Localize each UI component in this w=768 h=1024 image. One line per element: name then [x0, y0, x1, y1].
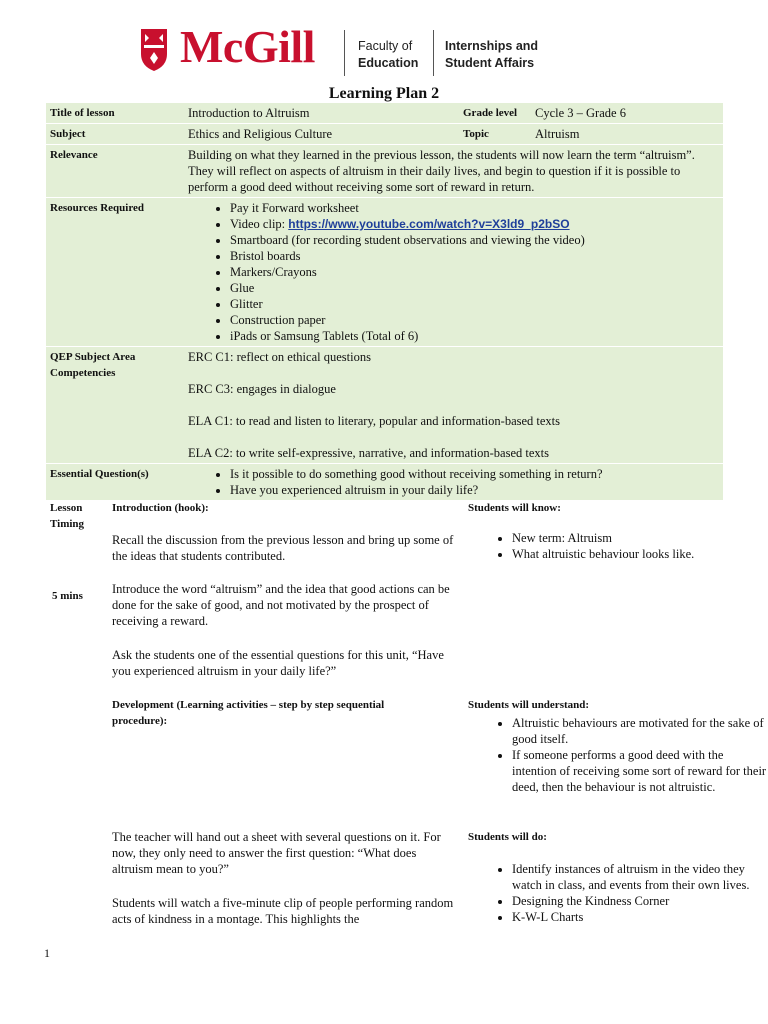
know-heading: Students will know: [468, 502, 561, 514]
label: Title of lesson [46, 103, 184, 124]
list-item: • Glue [230, 280, 719, 296]
intro-p1: Recall the discussion from the previous lesson and bring up some of the ideas that students contributed. [112, 533, 454, 563]
understand-heading: Students will understand: [468, 699, 590, 711]
list-item: ELA C2: to write self-expressive, narrative, and information-based texts [188, 446, 550, 460]
faculty-text: Faculty of Education [358, 39, 419, 70]
label: Topic [459, 124, 531, 145]
timing-value: 5 mins [52, 590, 83, 602]
label: Subject [46, 124, 184, 145]
list-item: • Construction paper [230, 312, 719, 328]
header-divider [344, 30, 345, 76]
list-item: • Altruistic behaviours are motivated for the sake of good itself. [512, 715, 767, 747]
list-item: • Is it possible to do something good without receiving something in return? [230, 466, 719, 482]
intro-p3: Ask the students one of the essential questions for this unit, “Have you experienced altruism in your daily life?” [112, 648, 444, 678]
do-list [468, 861, 767, 925]
video-link[interactable]: https://www.youtube.com/watch?v=X3ld9_p2bSO [288, 217, 570, 231]
intro-p2: Introduce the word “altruism” and the idea that good actions can be done for the sake of good, and not motivated by the prospect of receiving a reward. [112, 582, 450, 628]
value: Building on what they learned in the previous lesson, the students will now learn the term “altruism”. They will reflect on aspects of altruism in their daily lives, and begin to question if it is possible to perform a good deed without receiving some sort of reward in return. [184, 145, 723, 198]
list-item: • What altruistic behaviour looks like. [512, 546, 767, 562]
list-item: • New term: Altruism [512, 530, 767, 546]
understand-list [468, 715, 767, 795]
mcgill-crest-icon [140, 28, 168, 72]
plan-table [46, 103, 723, 501]
list-item: • Markers/Crayons [230, 264, 719, 280]
list-item: ELA C1: to read and listen to literary, popular and information-based texts [188, 414, 561, 428]
label: Resources Required [46, 198, 184, 347]
row-resources [46, 198, 723, 347]
label: QEP Subject Area Competencies [46, 347, 184, 464]
qep-list [184, 347, 723, 464]
logo-text: McGill [180, 21, 315, 72]
list-item: • Have you experienced altruism in your daily life? [230, 482, 719, 498]
list-item: • Pay it Forward worksheet [230, 200, 719, 216]
dev-p2: Students will watch a five-minute clip of people performing random acts of kindness in a montage. This highlights the [112, 896, 454, 926]
row-relevance [46, 145, 723, 198]
list-item: • iPads or Samsung Tablets (Total of 6) [230, 328, 719, 344]
list-item: • Designing the Kindness Corner [512, 893, 767, 909]
intro-heading: Introduction (hook): [112, 502, 209, 514]
label: Grade level [459, 103, 531, 124]
list-item: • Glitter [230, 296, 719, 312]
list-item: ERC C1: reflect on ethical questions [188, 350, 371, 364]
list-item: • K-W-L Charts [512, 909, 767, 925]
list-item: • Video clip: https://www.youtube.com/watch?v=X3ld9_p2bSO [230, 216, 719, 232]
header [140, 21, 560, 82]
resources-list [184, 198, 723, 347]
list-item: • Identify instances of altruism in the video they watch in class, and events from their own lives. [512, 861, 767, 893]
eq-list [184, 464, 723, 501]
dev-p1: The teacher will hand out a sheet with several questions on it. For now, they only need to answer the first question: “What does altruism mean to you?” [112, 830, 441, 876]
do-heading: Students will do: [468, 831, 547, 843]
list-item: • Smartboard (for recording student observations and viewing the video) [230, 232, 719, 248]
row-title [46, 103, 723, 124]
row-essential-questions [46, 464, 723, 501]
value: Introduction to Altruism [184, 103, 459, 124]
list-item: • Bristol boards [230, 248, 719, 264]
label: Essential Question(s) [46, 464, 184, 501]
dev-heading: Development (Learning activities – step by step sequential procedure): [112, 699, 385, 727]
value: Cycle 3 – Grade 6 [531, 103, 723, 124]
timing-label: Lesson Timing [50, 502, 85, 530]
value: Altruism [531, 124, 723, 145]
page-title: Learning Plan 2 [328, 85, 440, 102]
list-item: • If someone performs a good deed with the intention of receiving some sort of reward for their deed, then the behaviour is not altruistic. [512, 747, 767, 795]
dept-text: Internships and Student Affairs [445, 39, 539, 70]
list-item: ERC C3: engages in dialogue [188, 382, 336, 396]
label: Relevance [46, 145, 184, 198]
know-list [468, 530, 767, 562]
page-number: 1 [44, 946, 50, 960]
header-divider [433, 30, 434, 76]
row-subject [46, 124, 723, 145]
row-qep [46, 347, 723, 464]
value: Ethics and Religious Culture [184, 124, 459, 145]
